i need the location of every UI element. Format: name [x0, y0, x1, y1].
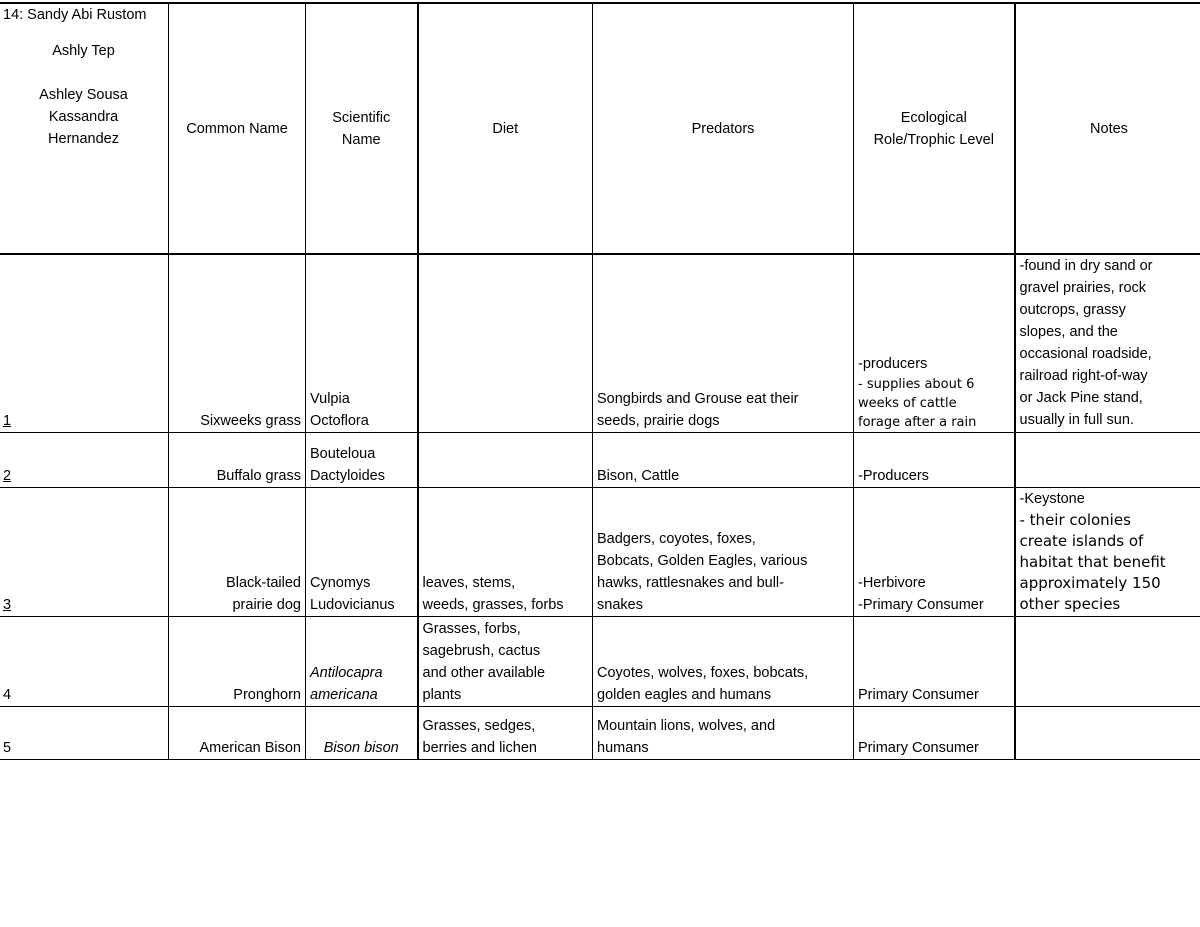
- diet-cell[interactable]: Grasses, forbs, sagebrush, cactus and other available plants: [418, 617, 593, 707]
- header-role[interactable]: Ecological Role/Trophic Level: [854, 3, 1015, 254]
- header-common-name[interactable]: Common Name: [169, 3, 306, 254]
- row-number[interactable]: 1: [0, 254, 169, 433]
- author-line: Ashly Tep: [52, 43, 115, 59]
- notes-cell[interactable]: [1015, 617, 1200, 707]
- notes-cell[interactable]: [1015, 433, 1200, 488]
- author-line: Ashley Sousa: [39, 87, 128, 103]
- predators-cell[interactable]: Coyotes, wolves, foxes, bobcats, golden eagles and humans: [593, 617, 854, 707]
- diet-cell[interactable]: [418, 254, 593, 433]
- row-number[interactable]: 5: [0, 707, 169, 760]
- diet-cell[interactable]: leaves, stems, weeds, grasses, forbs: [418, 488, 593, 617]
- header-diet[interactable]: Diet: [418, 3, 593, 254]
- row-number[interactable]: 2: [0, 433, 169, 488]
- table-row: [0, 254, 1200, 433]
- row-number[interactable]: 3: [0, 488, 169, 617]
- role-cell[interactable]: Primary Consumer: [854, 707, 1015, 760]
- role-cell[interactable]: -Herbivore -Primary Consumer: [854, 488, 1015, 617]
- common-name-cell[interactable]: Sixweeks grass: [169, 254, 306, 433]
- header-scientific-name[interactable]: Scientific Name: [306, 3, 418, 254]
- notes-cell[interactable]: -Keystone - their colonies create islands of habitat that benefit approximately 150 other species: [1015, 488, 1200, 617]
- predators-cell[interactable]: Songbirds and Grouse eat their seeds, prairie dogs: [593, 254, 854, 433]
- diet-cell[interactable]: Grasses, sedges, berries and lichen: [418, 707, 593, 760]
- notes-cell[interactable]: -found in dry sand or gravel prairies, rock outcrops, grassy slopes, and the occasional roadside, railroad right-of-way or Jack Pine stand, usually in full sun.: [1015, 254, 1200, 433]
- role-cell[interactable]: -Producers: [854, 433, 1015, 488]
- predators-cell[interactable]: Badgers, coyotes, foxes, Bobcats, Golden Eagles, various hawks, rattlesnakes and bull- snakes: [593, 488, 854, 617]
- author-line: 14: Sandy Abi Rustom: [3, 7, 147, 23]
- species-table: [0, 2, 1200, 760]
- common-name-cell[interactable]: Pronghorn: [169, 617, 306, 707]
- header-notes[interactable]: Notes: [1015, 3, 1200, 254]
- scientific-name-cell[interactable]: Cynomys Ludovicianus: [306, 488, 418, 617]
- scientific-name-cell[interactable]: Bison bison: [306, 707, 418, 760]
- scientific-name-cell[interactable]: Vulpia Octoflora: [306, 254, 418, 433]
- diet-cell[interactable]: [418, 433, 593, 488]
- row-number[interactable]: 4: [0, 617, 169, 707]
- table-row: [0, 617, 1200, 707]
- header-predators[interactable]: Predators: [593, 3, 854, 254]
- scientific-name-cell[interactable]: Antilocapra americana: [306, 617, 418, 707]
- scientific-name-cell[interactable]: Bouteloua Dactyloides: [306, 433, 418, 488]
- header-row: [0, 3, 1200, 254]
- table-row: [0, 433, 1200, 488]
- common-name-cell[interactable]: Black-tailed prairie dog: [169, 488, 306, 617]
- table-row: [0, 707, 1200, 760]
- role-cell[interactable]: -producers - supplies about 6 weeks of cattle forage after a rain: [854, 254, 1015, 433]
- authors-cell[interactable]: [0, 3, 169, 254]
- predators-cell[interactable]: Bison, Cattle: [593, 433, 854, 488]
- common-name-cell[interactable]: American Bison: [169, 707, 306, 760]
- notes-cell[interactable]: [1015, 707, 1200, 760]
- predators-cell[interactable]: Mountain lions, wolves, and humans: [593, 707, 854, 760]
- author-line: Kassandra: [48, 109, 119, 125]
- role-cell[interactable]: Primary Consumer: [854, 617, 1015, 707]
- table-row: [0, 488, 1200, 617]
- common-name-cell[interactable]: Buffalo grass: [169, 433, 306, 488]
- author-line: Hernandez: [48, 131, 119, 147]
